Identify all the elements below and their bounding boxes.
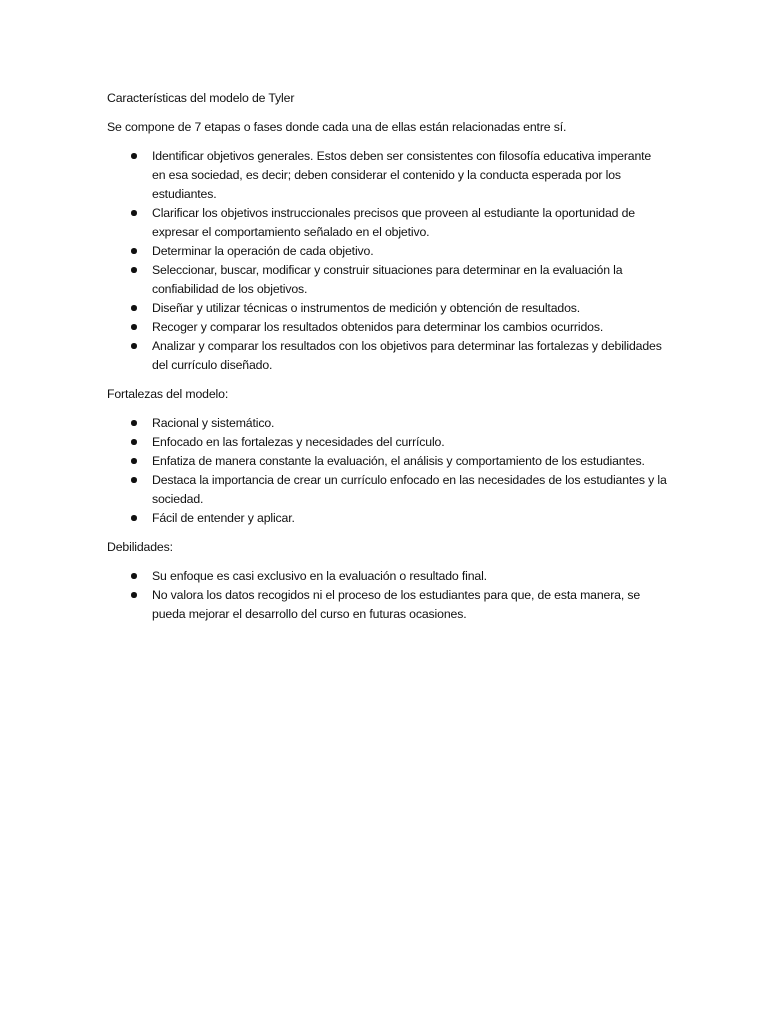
stages-list [107, 147, 667, 375]
list-item [107, 567, 667, 586]
list-item-text: Racional y sistemático. [152, 416, 275, 430]
list-item-text: Fácil de entender y aplicar. [152, 511, 295, 525]
list-item [107, 204, 667, 242]
list-item [107, 318, 667, 337]
bullet-icon [131, 248, 137, 254]
list-item [107, 586, 667, 624]
bullet-icon [131, 153, 137, 159]
list-item [107, 433, 667, 452]
list-item [107, 509, 667, 528]
list-item-text: Enfocado en las fortalezas y necesidades del currículo. [152, 435, 445, 449]
bullet-icon [131, 210, 137, 216]
bullet-icon [131, 439, 137, 445]
list-item [107, 337, 667, 375]
list-item [107, 242, 667, 261]
list-item-text: No valora los datos recogidos ni el proceso de los estudiantes para que, de esta manera, se pueda mejorar el desarrollo del curso en futuras ocasiones. [152, 588, 641, 621]
list-item-text: Destaca la importancia de crear un currículo enfocado en las necesidades de los estudiantes y la sociedad. [152, 473, 667, 506]
intro-paragraph: Se compone de 7 etapas o fases donde cada una de ellas están relacionadas entre sí. [107, 120, 567, 134]
list-item [107, 471, 667, 509]
bullet-icon [131, 343, 137, 349]
document-body [107, 89, 667, 634]
list-item-text: Diseñar y utilizar técnicas o instrumentos de medición y obtención de resultados. [152, 301, 581, 315]
bullet-icon [131, 458, 137, 464]
list-item [107, 147, 667, 204]
bullet-icon [131, 592, 137, 598]
list-item [107, 261, 667, 299]
list-item [107, 299, 667, 318]
list-item-text: Analizar y comparar los resultados con los objetivos para determinar las fortalezas y debilidades del currículo diseñado. [152, 339, 662, 372]
list-item-text: Determinar la operación de cada objetivo. [152, 244, 374, 258]
bullet-icon [131, 305, 137, 311]
list-item-text: Clarificar los objetivos instruccionales precisos que proveen al estudiante la oportunidad de expresar el comportamiento señalado en el objetivo. [152, 206, 635, 239]
list-item-text: Identificar objetivos generales. Estos deben ser consistentes con filosofía educativa imperante en esa sociedad, es decir; deben considerar el contenido y la conducta esperada por los estudiantes. [152, 149, 652, 201]
bullet-icon [131, 477, 137, 483]
bullet-icon [131, 267, 137, 273]
bullet-icon [131, 573, 137, 579]
weaknesses-heading: Debilidades: [107, 540, 173, 554]
list-item-text: Recoger y comparar los resultados obtenidos para determinar los cambios ocurridos. [152, 320, 604, 334]
list-item-text: Seleccionar, buscar, modificar y construir situaciones para determinar en la evaluación la confiabilidad de los objetivos. [152, 263, 623, 296]
list-item [107, 414, 667, 433]
strengths-list [107, 414, 667, 528]
weaknesses-list [107, 567, 667, 624]
list-item-text: Enfatiza de manera constante la evaluación, el análisis y comportamiento de los estudiantes. [152, 454, 645, 468]
strengths-heading: Fortalezas del modelo: [107, 387, 229, 401]
list-item [107, 452, 667, 471]
document-title: Características del modelo de Tyler [107, 91, 295, 105]
bullet-icon [131, 324, 137, 330]
list-item-text: Su enfoque es casi exclusivo en la evaluación o resultado final. [152, 569, 487, 583]
bullet-icon [131, 420, 137, 426]
bullet-icon [131, 515, 137, 521]
